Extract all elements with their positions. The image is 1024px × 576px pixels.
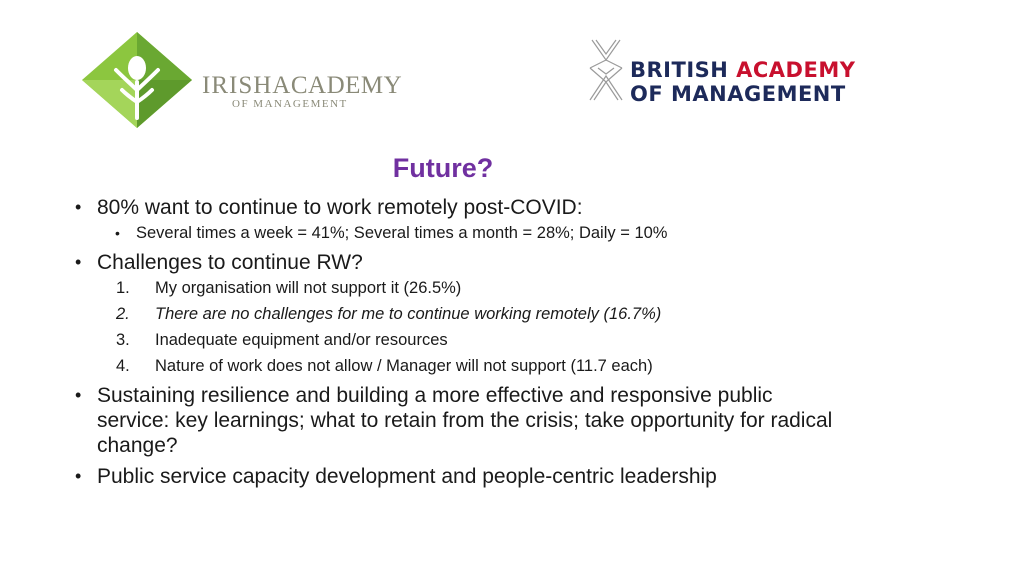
bam-academy: ACADEMY bbox=[736, 58, 856, 82]
academy-word: ACADEMY bbox=[272, 72, 403, 99]
irish-academy-logo bbox=[80, 30, 403, 130]
numbered-item bbox=[75, 301, 835, 327]
bullet-item bbox=[75, 464, 835, 489]
bullet-dot-icon: • bbox=[75, 466, 82, 486]
bam-british: BRITISH bbox=[630, 58, 729, 82]
bullet-dot-icon: • bbox=[75, 385, 82, 405]
bam-line-one bbox=[630, 58, 855, 82]
green-diamond-tree-icon bbox=[80, 30, 195, 130]
numbered-item bbox=[75, 275, 835, 301]
irish-academy-wordmark bbox=[202, 72, 402, 100]
item-text: There are no challenges for me to continue working remotely (16.7%) bbox=[155, 305, 662, 323]
item-number: 3. bbox=[116, 331, 130, 349]
irish-academy-subtitle: OF MANAGEMENT bbox=[232, 98, 348, 110]
bullet-text: Sustaining resilience and building a more effective and responsive public service: key learnings; what to retain from the crisis; take opportunity for radical change? bbox=[97, 384, 833, 457]
british-academy-logo bbox=[588, 38, 856, 106]
bam-line-two: OF MANAGEMENT bbox=[630, 82, 846, 106]
geometric-lattice-icon bbox=[588, 38, 624, 104]
bullet-item bbox=[75, 195, 835, 220]
item-number: 2. bbox=[116, 305, 130, 323]
bullet-item bbox=[75, 383, 835, 458]
bullet-dot-icon: • bbox=[75, 252, 82, 272]
bullet-text: Challenges to continue RW? bbox=[97, 251, 363, 274]
numbered-item bbox=[75, 353, 835, 379]
item-text: Inadequate equipment and/or resources bbox=[155, 331, 448, 349]
numbered-list bbox=[75, 275, 835, 379]
numbered-item bbox=[75, 327, 835, 353]
bullet-text: Public service capacity development and people-centric leadership bbox=[97, 465, 717, 488]
irish-word: IRISH bbox=[202, 72, 273, 99]
bullet-list bbox=[75, 195, 835, 495]
sub-bullet-text: Several times a week = 41%; Several times a month = 28%; Daily = 10% bbox=[136, 224, 668, 242]
item-number: 4. bbox=[116, 357, 130, 375]
bullet-text: 80% want to continue to work remotely post-COVID: bbox=[97, 196, 583, 219]
bullet-dot-icon: • bbox=[75, 197, 82, 217]
bullet-item bbox=[75, 250, 835, 275]
item-text: Nature of work does not allow / Manager will not support (11.7 each) bbox=[155, 357, 653, 375]
item-text: My organisation will not support it (26.5%) bbox=[155, 279, 462, 297]
sub-bullet-list bbox=[75, 220, 835, 246]
slide-title: Future? bbox=[392, 153, 494, 183]
item-number: 1. bbox=[116, 279, 130, 297]
sub-bullet-item bbox=[75, 220, 835, 246]
bullet-dot-icon: • bbox=[115, 225, 120, 241]
